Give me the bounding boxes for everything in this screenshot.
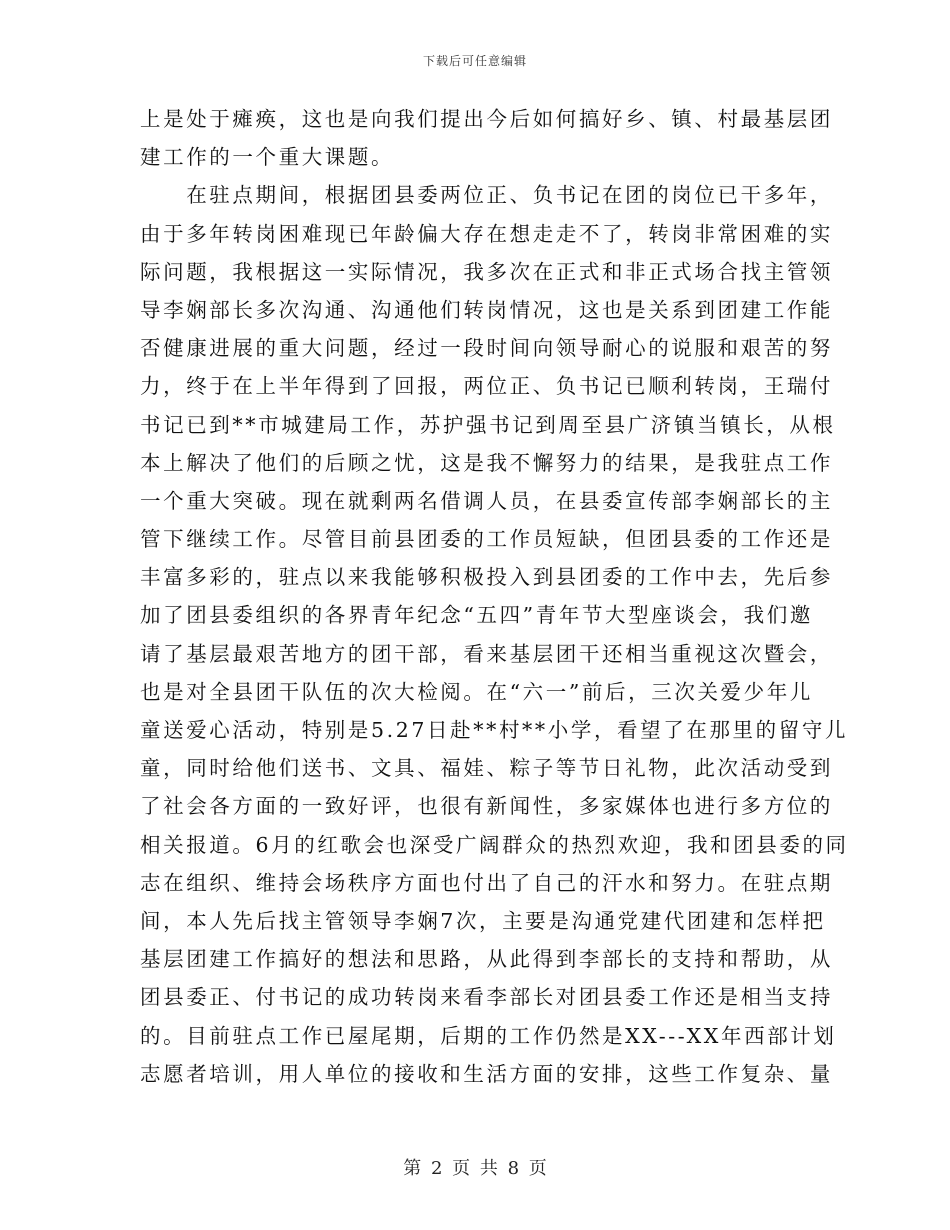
text-line: 上是处于瘫痪，这也是向我们提出今后如何搞好乡、镇、村最基层团 (140, 107, 833, 131)
text-line: 建工作的一个重大课题。 (140, 145, 395, 170)
text-line: 间，本人先后找主管领导李娴7次，主要是沟通党建代团建和怎样把 (140, 908, 826, 933)
text-line: 本上解决了他们的后顾之忧，这是我不懈努力的结果，是我驻点工作 (140, 450, 833, 475)
text-line: 在驻点期间，根据团县委两位正、负书记在团的岗位已干多年， (140, 183, 833, 208)
text-line: 一个重大突破。现在就剩两名借调人员，在县委宣传部李娴部长的主 (140, 488, 833, 513)
text-line: 导李娴部长多次沟通、沟通他们转岗情况，这也是关系到团建工作能 (140, 297, 833, 322)
text-line: 相关报道。6月的红歌会也深受广阔群众的热烈欢迎，我和团县委的同 (140, 832, 849, 857)
text-line: 由于多年转岗困难现已年龄偏大存在想走走不了，转岗非常困难的实 (140, 221, 833, 246)
text-line: 请了基层最艰苦地方的团干部，看来基层团干还相当重视这次暨会， (140, 641, 833, 666)
text-line: 童，同时给他们送书、文具、福娃、粽子等节日礼物，此次活动受到 (140, 756, 833, 781)
text-line: 书记已到**市城建局工作，苏护强书记到周至县广济镇当镇长，从根 (140, 412, 836, 437)
text-line: 否健康进展的重大问题，经过一段时间向领导耐心的说服和艰苦的努 (140, 336, 833, 361)
text-line: 管下继续工作。尽管目前县团委的工作员短缺，但团县委的工作还是 (140, 527, 833, 552)
text-line: 力，终于在上半年得到了回报，两位正、负书记已顺利转岗，王瑞付 (140, 374, 833, 399)
text-line: 际问题，我根据这一实际情况，我多次在正式和非正式场合找主管领 (140, 259, 833, 284)
text-line: 团县委正、付书记的成功转岗来看李部长对团县委工作还是相当支持 (140, 985, 833, 1010)
text-line: 也是对全县团干队伍的次大检阅。在“六一”前后，三次关爱少年儿 (140, 679, 813, 704)
document-body (140, 100, 849, 1093)
text-line: 的。目前驻点工作已屋尾期，后期的工作仍然是XX---XX年西部计划 (140, 1023, 837, 1048)
text-line: 志愿者培训，用人单位的接收和生活方面的安排，这些工作复杂、量 (140, 1061, 833, 1086)
text-line: 基层团建工作搞好的想法和思路，从此得到李部长的支持和帮助，从 (140, 947, 833, 972)
page-header: 下载后可任意编辑 (422, 54, 527, 68)
text-line: 了社会各方面的一致好评，也很有新闻性，多家媒体也进行多方位的 (140, 794, 833, 819)
text-line: 童送爱心活动，特别是5.27日赴**村**小学，看望了在那里的留守儿 (140, 718, 849, 742)
text-line: 丰富多彩的，驻点以来我能够积极投入到县团委的工作中去，先后参 (140, 565, 833, 590)
text-line: 加了团县委组织的各界青年纪念“五四”青年节大型座谈会，我们邀 (140, 603, 813, 628)
text-line: 志在组织、维持会场秩序方面也付出了自己的汗水和努力。在驻点期 (140, 870, 833, 895)
page-footer: 第 2 页 共 8 页 (403, 1158, 547, 1179)
